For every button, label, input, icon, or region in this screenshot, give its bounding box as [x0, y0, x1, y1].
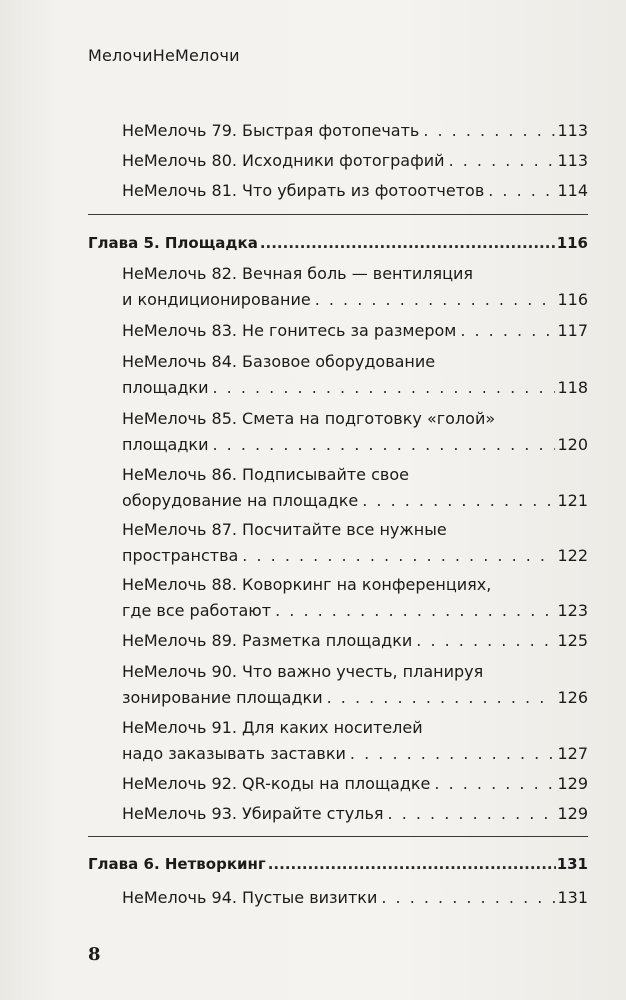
toc-page-number: 113 — [557, 151, 588, 170]
dot-leader — [434, 771, 555, 797]
dot-leader — [423, 118, 555, 144]
toc-entry-title: НеМелочь 85. Смета на подготовку «голой» — [122, 409, 496, 428]
toc-entry-title: НеМелочь 87. Посчитайте все нужные — [122, 520, 447, 539]
toc-entry-title: НеМелочь 94. Пустые визитки — [122, 888, 378, 907]
dot-leader — [260, 230, 556, 256]
toc-page-number: 125 — [557, 631, 588, 650]
dot-leader — [268, 851, 556, 877]
toc-page-number: 127 — [557, 744, 588, 763]
toc-entry-title: НеМелочь 81. Что убирать из фотоотчетов — [122, 181, 485, 200]
toc-entry-title: НеМелочь 89. Разметка площадки — [122, 631, 413, 650]
toc-entry-title: НеМелочь 90. Что важно учесть, планируя — [122, 662, 484, 681]
toc-entry — [122, 118, 588, 144]
toc-entry — [122, 801, 588, 827]
toc-entry-title-continued: площадки — [122, 435, 209, 454]
toc-entry — [122, 771, 588, 797]
dot-leader — [416, 628, 555, 654]
toc-entry-title-continued: пространства — [122, 546, 239, 565]
toc-entry-title: НеМелочь 92. QR-коды на площадке — [122, 774, 431, 793]
toc-entry — [122, 178, 588, 204]
toc-page-number: 114 — [557, 181, 588, 200]
toc-entry-title-continued: надо заказывать заставки — [122, 744, 346, 763]
dot-leader — [460, 318, 555, 344]
toc-entry — [122, 318, 588, 344]
chapter-title: Глава 6. Нетворкинг — [88, 855, 266, 873]
toc-page-number: 122 — [557, 546, 588, 565]
dot-leader — [388, 801, 556, 827]
toc-entry — [122, 261, 588, 313]
toc-entry — [122, 349, 588, 401]
toc-page-number: 116 — [556, 234, 588, 252]
chapter-title: Глава 5. Площадка — [88, 234, 258, 252]
toc-entry-title-continued: зонирование площадки — [122, 688, 323, 707]
toc-entry — [122, 659, 588, 711]
toc-page-number: 118 — [557, 378, 588, 397]
toc-entry — [122, 572, 588, 624]
toc-page-number: 121 — [557, 491, 588, 510]
page-number: 8 — [88, 944, 101, 965]
toc-entry-title-continued: оборудование на площадке — [122, 491, 359, 510]
toc-entry — [122, 885, 588, 911]
toc-page-number: 123 — [557, 601, 588, 620]
dot-leader — [275, 598, 555, 624]
toc-page-number: 129 — [557, 774, 588, 793]
section-divider — [88, 214, 588, 215]
toc-entry-title-continued: где все работают — [122, 601, 272, 620]
toc-entry — [122, 628, 588, 654]
toc-page-number: 131 — [557, 888, 588, 907]
toc-page-number: 116 — [557, 290, 588, 309]
toc-chapter-heading — [88, 230, 588, 256]
running-header: МелочиНеМелочи — [88, 46, 240, 65]
toc-entry-title: НеМелочь 91. Для каких носителей — [122, 718, 423, 737]
dot-leader — [327, 685, 556, 711]
toc-entry-title: НеМелочь 93. Убирайте стулья — [122, 804, 384, 823]
dot-leader — [362, 488, 555, 514]
toc-page-number: 117 — [557, 321, 588, 340]
toc-chapter-heading — [88, 851, 588, 877]
toc-entry-title: НеМелочь 82. Вечная боль — вентиляция — [122, 264, 473, 283]
toc-entry-title: НеМелочь 84. Базовое оборудование — [122, 352, 436, 371]
toc-entry — [122, 462, 588, 514]
dot-leader — [242, 543, 555, 569]
toc-entry-title: НеМелочь 79. Быстрая фотопечать — [122, 121, 420, 140]
toc-entry — [122, 148, 588, 174]
toc-entry-title: НеМелочь 86. Подписывайте свое — [122, 465, 409, 484]
dot-leader — [449, 148, 556, 174]
toc-page-number: 131 — [556, 855, 588, 873]
toc-entry-title-continued: и кондиционирование — [122, 290, 311, 309]
toc-entry — [122, 715, 588, 767]
dot-leader — [381, 885, 555, 911]
section-divider — [88, 836, 588, 837]
dot-leader — [212, 432, 555, 458]
dot-leader — [350, 741, 556, 767]
toc-page-number: 126 — [557, 688, 588, 707]
toc-entry-title-continued: площадки — [122, 378, 209, 397]
toc-entry-title: НеМелочь 88. Коворкинг на конференциях, — [122, 575, 492, 594]
dot-leader — [315, 287, 556, 313]
toc-page-number: 129 — [557, 804, 588, 823]
dot-leader — [212, 375, 555, 401]
toc-entry — [122, 517, 588, 569]
toc-page-number: 120 — [557, 435, 588, 454]
toc-entry-title: НеМелочь 80. Исходники фотографий — [122, 151, 445, 170]
toc-entry-title: НеМелочь 83. Не гонитесь за размером — [122, 321, 457, 340]
toc-entry — [122, 406, 588, 458]
dot-leader — [488, 178, 555, 204]
toc-page-number: 113 — [557, 121, 588, 140]
